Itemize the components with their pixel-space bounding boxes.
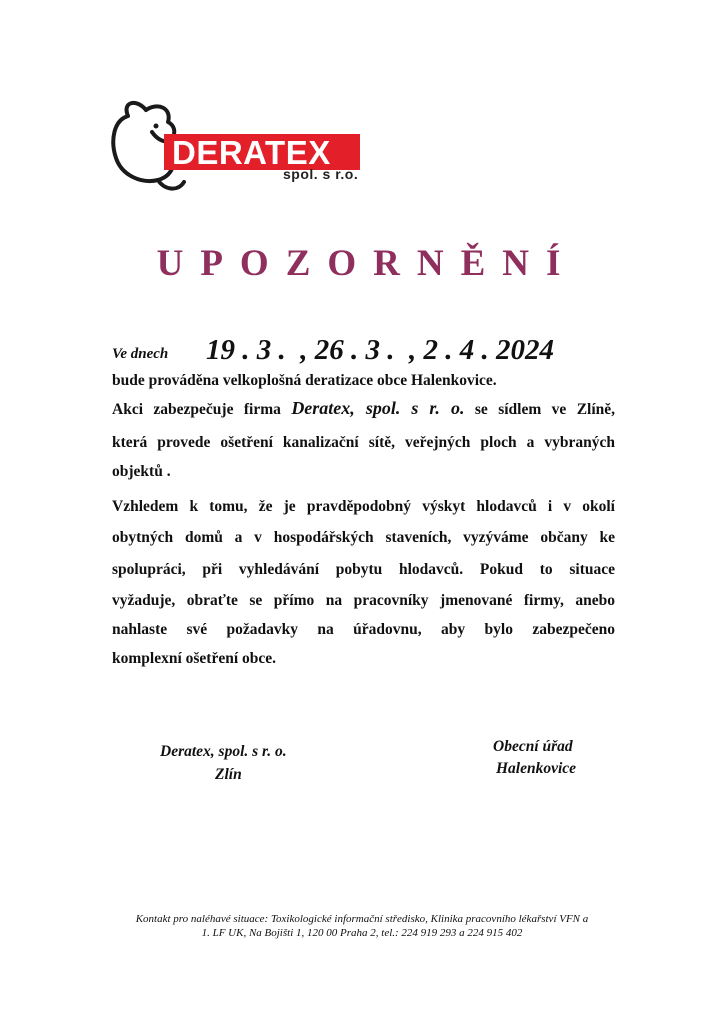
logo-brand-text: DERATEX [172, 134, 331, 171]
body-line-firm [112, 398, 615, 419]
footer-line: 1. LF UK, Na Bojišti 1, 120 00 Praha 2, tel.: 224 919 293 a 224 915 402 [201, 927, 523, 939]
body-line: objektů . [112, 463, 171, 480]
body-line: vyžaduje, obraťte se přímo na pracovníky jmenované firmy, anebo [112, 592, 615, 609]
footer-line: Kontakt pro naléhavé situace: Toxikologické informační středisko, Klinika pracovního lékařství VFN a [135, 913, 589, 925]
body-line: Vzhledem k tomu, že je pravděpodobný výskyt hlodavců i v okolí [112, 498, 615, 515]
signature-right-office: Obecní úřad [493, 738, 573, 755]
body-line: komplexní ošetření obce. [112, 650, 277, 667]
page-title: UPOZORNĚNÍ [156, 243, 578, 284]
logo-suffix-text: spol. s r.o. [283, 166, 359, 182]
deratex-logo [106, 96, 366, 196]
signature-left-city: Zlín [215, 766, 242, 783]
body-line: nahlaste své požadavky na úřadovnu, aby bylo zabezpečeno [112, 621, 615, 638]
body-text: Akci zabezpečuje firma [112, 401, 281, 418]
signature-right-village: Halenkovice [496, 760, 577, 777]
body-line: která provede ošetření kanalizační sítě, veřejných ploch a vybraných [112, 434, 615, 451]
body-line: obytných domů a v hospodářských staveních, vyzýváme občany ke [112, 529, 615, 546]
footer-contact [0, 912, 724, 940]
dates-label: Ve dnech [112, 346, 169, 362]
dates-value: 19 . 3 . , 26 . 3 . , 2 . 4 . 2024 [206, 334, 554, 366]
body-line: bude prováděna velkoplošná deratizace obce Halenkovice. [112, 372, 497, 389]
body-line: spolupráci, při vyhledávání pobytu hlodavců. Pokud to situace [112, 561, 615, 578]
firm-name: Deratex, spol. s r. o. [291, 398, 465, 418]
body-text: se sídlem ve Zlíně, [474, 401, 616, 418]
signature-left-company: Deratex, spol. s r. o. [160, 743, 287, 760]
